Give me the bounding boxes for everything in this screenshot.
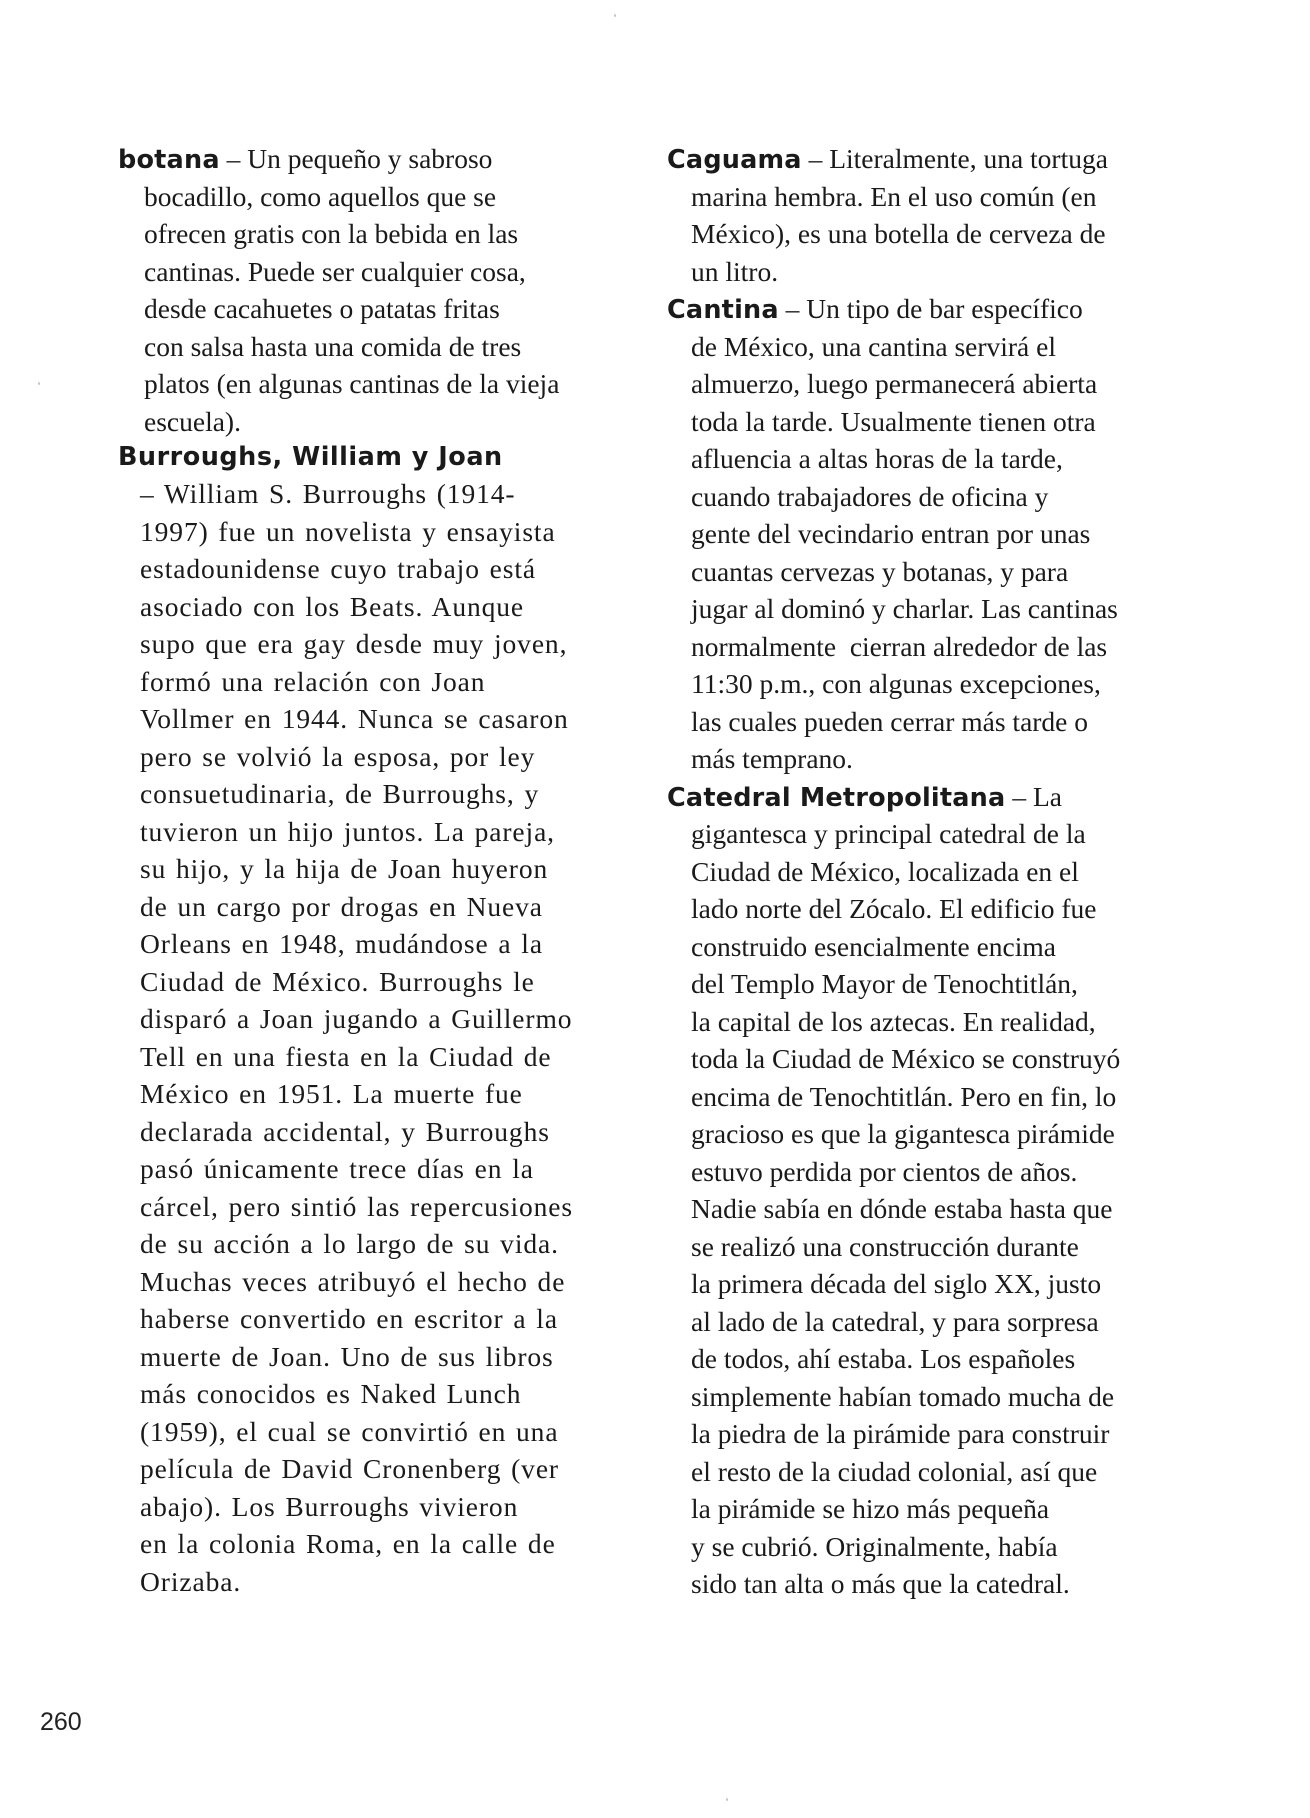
entry-line: abajo). Los Burroughs vivieron — [140, 1490, 519, 1522]
entry-line: la primera década del siglo XX, justo — [691, 1268, 1102, 1299]
entry-line: lado norte del Zócalo. El edificio fue — [691, 893, 1097, 924]
entry-line: de todos, ahí estaba. Los españoles — [691, 1343, 1076, 1374]
entry-line: bocadillo, como aquellos que se — [144, 180, 497, 212]
entry-line: escuela). — [144, 405, 241, 437]
entry-first-line — [118, 140, 492, 180]
entry-line: encima de Tenochtitlán. Pero en fin, lo — [691, 1080, 1117, 1112]
entry-line: 11:30 p.m., con algunas excepciones, — [691, 668, 1101, 699]
entry-line: haberse convertido en escritor a la — [140, 1303, 558, 1334]
entry-first-line — [667, 778, 1062, 818]
entry-line: al lado de la catedral, y para sorpresa — [691, 1305, 1099, 1337]
entry-term: Caguama — [667, 145, 802, 175]
entry-text: – La — [1005, 780, 1062, 812]
entry-line: con salsa hasta una comida de tres — [144, 330, 522, 362]
entry-line: Nadie sabía en dónde estaba hasta que — [691, 1193, 1113, 1224]
entry-line: supo que era gay desde muy joven, — [140, 628, 568, 659]
entry-line: afluencia a altas horas de la tarde, — [691, 443, 1063, 474]
entry-line: toda la tarde. Usualmente tienen otra — [691, 405, 1096, 437]
entry-line: muerte de Joan. Uno de sus libros — [140, 1340, 554, 1372]
entry-line: gente del vecindario entran por unas — [691, 518, 1091, 549]
entry-line: gracioso es que la gigantesca pirámide — [691, 1118, 1115, 1149]
entry-line: normalmente cierran alrededor de las — [691, 630, 1108, 662]
entry-line: cárcel, pero sintió las repercusiones — [140, 1190, 574, 1222]
entry-line: Orleans en 1948, mudándose a la — [140, 928, 543, 959]
entry-line: pero se volvió la esposa, por ley — [140, 740, 536, 772]
entry-text: – Un pequeño y sabroso — [219, 143, 493, 174]
entry-line: la pirámide se hizo más pequeña — [691, 1493, 1050, 1524]
entry-line: del Templo Mayor de Tenochtitlán, — [691, 968, 1078, 999]
entry-line: marina hembra. En el uso común (en — [691, 180, 1097, 212]
entry-term: Burroughs, William y Joan — [118, 442, 503, 472]
scan-speck — [726, 1798, 728, 1801]
entry-line: Ciudad de México, localizada en el — [691, 855, 1079, 887]
entry-line: – William S. Burroughs (1914- — [140, 478, 516, 509]
entry-line: jugar al dominó y charlar. Las cantinas — [691, 593, 1118, 624]
entry-line: simplemente habían tomado mucha de — [691, 1380, 1115, 1412]
entry-line: más conocidos es Naked Lunch — [140, 1378, 522, 1409]
entry-line: 1997) fue un novelista y ensayista — [140, 515, 556, 547]
entry-line: Vollmer en 1944. Nunca se casaron — [140, 703, 569, 734]
entry-line: más temprano. — [691, 743, 853, 774]
entry-line: su hijo, y la hija de Joan huyeron — [140, 853, 549, 884]
entry-line: almuerzo, luego permanecerá abierta — [691, 368, 1098, 399]
entry-line: cuando trabajadores de oficina y — [691, 480, 1049, 512]
entry-line: (1959), el cual se convirtió en una — [140, 1415, 559, 1447]
entry-line: consuetudinaria, de Burroughs, y — [140, 778, 540, 809]
entry-line: las cuales pueden cerrar más tarde o — [691, 705, 1089, 737]
entry-line: estadounidense cuyo trabajo está — [140, 553, 536, 584]
entry-term: Cantina — [667, 295, 779, 325]
entry-line: un litro. — [691, 255, 779, 287]
entry-line: se realizó una construcción durante — [691, 1230, 1079, 1262]
entry-line: México en 1951. La muerte fue — [140, 1078, 523, 1109]
entry-line: Muchas veces atribuyó el hecho de — [140, 1265, 566, 1297]
entry-line: México), es una botella de cerveza de — [691, 218, 1106, 249]
entry-line: el resto de la ciudad colonial, así que — [691, 1455, 1098, 1487]
entry-line: construido esencialmente encima — [691, 930, 1056, 962]
entry-text: – Literalmente, una tortuga — [801, 143, 1108, 174]
entry-line: toda la Ciudad de México se construyó — [691, 1043, 1121, 1074]
entry-line: declarada accidental, y Burroughs — [140, 1115, 550, 1147]
entry-line: película de David Cronenberg (ver — [140, 1453, 559, 1484]
scan-speck — [614, 14, 616, 17]
entry-line: gigantesca y principal catedral de la — [691, 818, 1086, 849]
entry-line: pasó únicamente trece días en la — [140, 1153, 534, 1184]
entry-line: platos (en algunas cantinas de la vieja — [144, 368, 560, 399]
entry-line: disparó a Joan jugando a Guillermo — [140, 1003, 573, 1034]
entry-line: y se cubrió. Originalmente, había — [691, 1530, 1058, 1562]
entry-text: – Un tipo de bar específico — [778, 293, 1083, 324]
entry-line: de México, una cantina servirá el — [691, 330, 1056, 362]
entry-line: cuantas cervezas y botanas, y para — [691, 555, 1069, 587]
entry-first-line — [667, 140, 1108, 180]
scan-speck — [38, 382, 40, 385]
entry-line: tuvieron un hijo juntos. La pareja, — [140, 815, 555, 847]
entry-line: la capital de los aztecas. En realidad, — [691, 1005, 1096, 1037]
entry-first-line — [118, 437, 503, 477]
entry-line: estuvo perdida por cientos de años. — [691, 1155, 1078, 1187]
entry-term: botana — [118, 145, 220, 175]
entry-line: Ciudad de México. Burroughs le — [140, 965, 535, 997]
entry-line: ofrecen gratis con la bebida en las — [144, 218, 519, 249]
entry-line: sido tan alta o más que la catedral. — [691, 1568, 1070, 1599]
page-number: 260 — [40, 1708, 82, 1736]
entry-line: la piedra de la pirámide para construir — [691, 1418, 1110, 1449]
entry-line: desde cacahuetes o patatas fritas — [144, 293, 500, 324]
entry-line: formó una relación con Joan — [140, 665, 486, 697]
entry-line: Tell en una fiesta en la Ciudad de — [140, 1040, 552, 1072]
entry-line: de su acción a lo largo de su vida. — [140, 1228, 559, 1259]
entry-first-line — [667, 290, 1083, 330]
entry-term: Catedral Metropolitana — [667, 782, 1006, 813]
entry-line: cantinas. Puede ser cualquier cosa, — [144, 255, 526, 287]
entry-line: de un cargo por drogas en Nueva — [140, 890, 543, 922]
entry-line: en la colonia Roma, en la calle de — [140, 1528, 556, 1559]
entry-line: asociado con los Beats. Aunque — [140, 590, 525, 622]
entry-line: Orizaba. — [140, 1565, 242, 1597]
